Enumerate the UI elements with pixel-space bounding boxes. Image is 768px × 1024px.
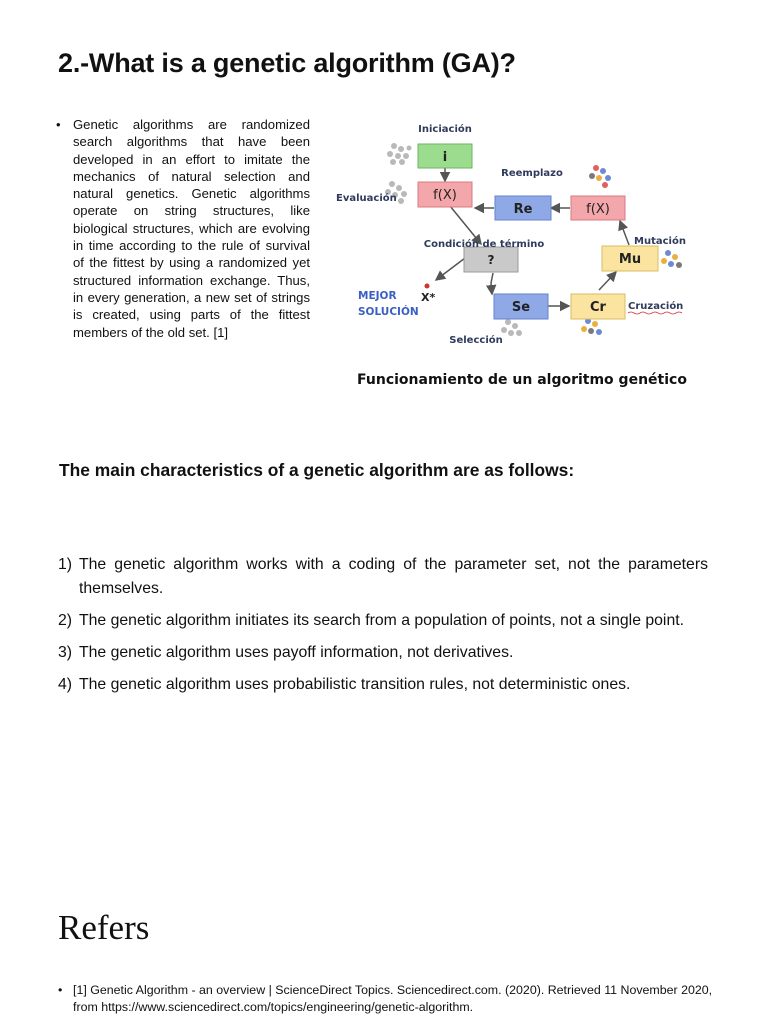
box-eval — [418, 182, 472, 207]
list-item-number: 3) — [58, 644, 73, 661]
best-solution-dot — [425, 284, 430, 289]
population-cluster-mutation — [661, 250, 682, 268]
label-seleccion: Selección — [449, 335, 503, 346]
population-cluster-replace — [589, 165, 611, 188]
references-heading: Refers — [58, 908, 150, 947]
box-condition — [464, 247, 518, 272]
population-cluster-selection — [501, 319, 522, 336]
box-mutation-label: Mu — [618, 252, 642, 267]
label-iniciacion: Iniciación — [418, 124, 472, 135]
label-mutacion: Mutación — [634, 236, 686, 247]
diagram-caption: Funcionamiento de un algoritmo genético — [357, 372, 687, 388]
box-eval-label: f(X) — [433, 188, 457, 203]
label-xstar: X* — [421, 291, 436, 304]
population-cluster-crossover — [581, 318, 602, 335]
intro-paragraph — [56, 116, 310, 341]
list-item-number: 4) — [58, 676, 73, 693]
label-condicion: Condición de término — [423, 239, 545, 250]
label-reemplazo: Reemplazo — [501, 168, 563, 179]
label-cruzacion: Cruzación — [628, 301, 684, 312]
box-mutation — [602, 246, 658, 271]
list-item-text: The genetic algorithm uses payoff information, not derivatives. — [79, 644, 514, 661]
characteristics-heading: The main characteristics of a genetic algorithm are as follows: — [59, 460, 575, 480]
label-evaluacion: Evaluación — [336, 193, 397, 204]
spellcheck-underline — [628, 312, 682, 314]
box-selection-label: Se — [511, 300, 531, 315]
list-item — [58, 641, 708, 665]
box-init-label: i — [442, 150, 448, 165]
reference-text: [1] Genetic Algorithm - an overview | ScienceDirect Topics. Sciencedirect.com. (2020). Retrieved 11 November 2020, from https://www.sciencedirect.com/topics/engineering/genetic-algorithm. — [73, 983, 713, 1014]
reference-item — [58, 982, 738, 1016]
box-eval-right — [571, 196, 625, 220]
box-replace-label: Re — [513, 202, 533, 217]
label-mejor: MEJOR — [358, 290, 397, 302]
list-item-number: 1) — [58, 556, 73, 573]
list-item — [58, 609, 708, 633]
bullet-marker: • — [56, 117, 61, 132]
box-selection — [494, 294, 548, 319]
list-item-number: 2) — [58, 612, 73, 629]
box-crossover — [571, 294, 625, 319]
list-item-text: The genetic algorithm uses probabilistic transition rules, not deterministic ones. — [79, 676, 631, 693]
list-item-text: The genetic algorithm initiates its search from a population of points, not a single point. — [79, 612, 685, 629]
intro-text: Genetic algorithms are randomized search algorithms that have been developed in an effort to imitate the mechanics of natural selection and natural genetics. Genetic algorithms operate on string structures, like biological structures, which are evolving in time according to the rule of survival of the fittest by using a randomized yet structured information exchange. Thus, in every generation, a new set of strings is created, using parts of the fittest members of the old set. [1] — [73, 117, 310, 340]
list-item — [58, 553, 708, 601]
list-item-text: The genetic algorithm works with a coding of the parameter set, not the parameters themselves. — [79, 556, 708, 597]
box-eval-right-label: f(X) — [586, 202, 610, 217]
list-item — [58, 673, 708, 697]
label-solucion: SOLUCIÓN — [358, 306, 419, 318]
box-condition-label: ? — [487, 253, 495, 267]
page-title: 2.-What is a genetic algorithm (GA)? — [58, 48, 516, 78]
characteristics-list — [58, 553, 708, 705]
box-replace — [495, 196, 551, 220]
bullet-marker: • — [58, 983, 63, 997]
genetic-algorithm-diagram — [326, 118, 726, 393]
box-init — [418, 144, 472, 168]
box-crossover-label: Cr — [590, 300, 606, 315]
population-cluster-init — [387, 143, 412, 165]
